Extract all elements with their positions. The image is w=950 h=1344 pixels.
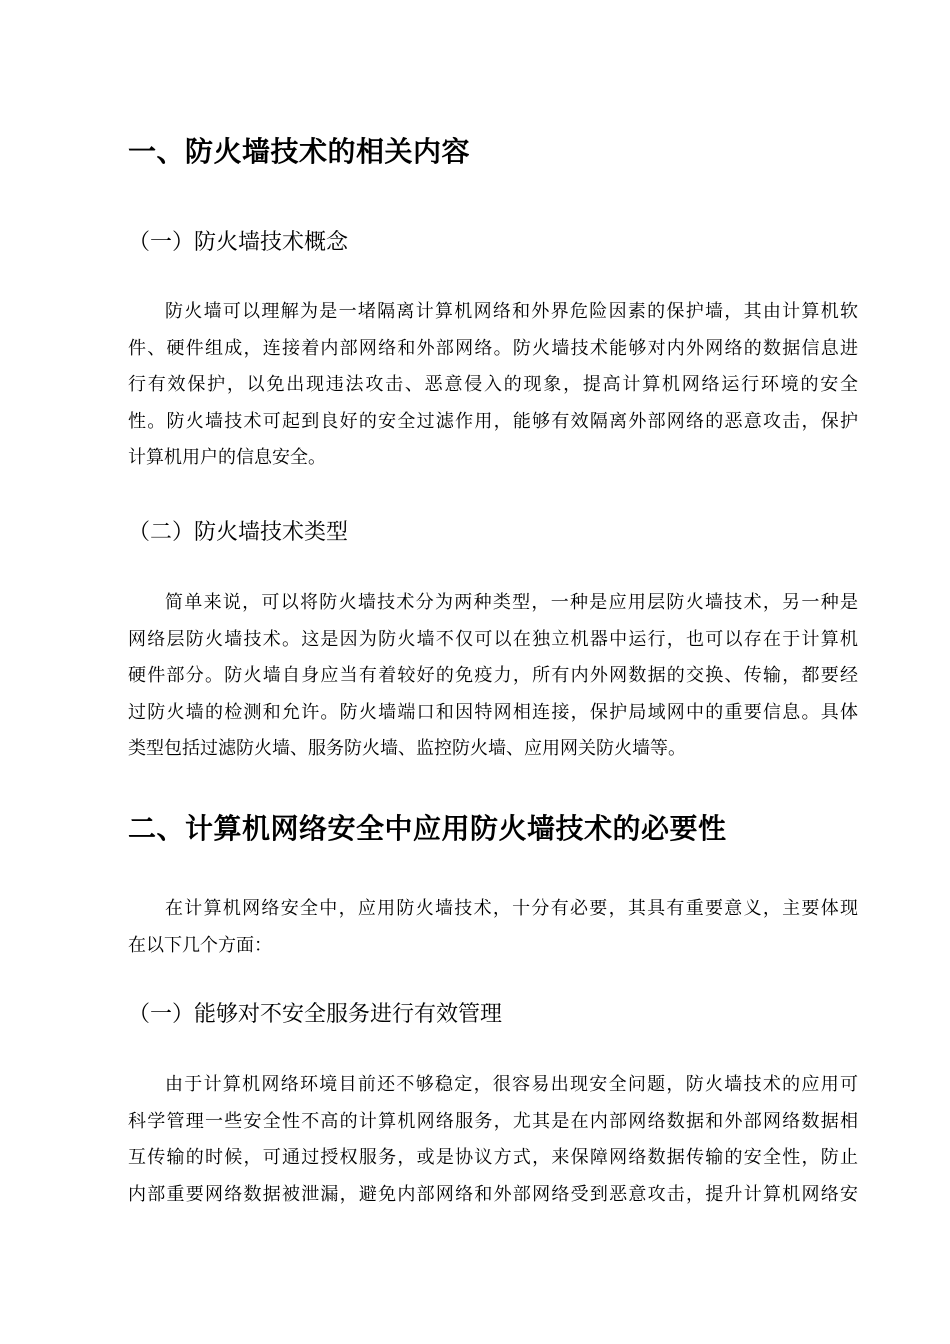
section-2-1-heading: （一）能够对不安全服务进行有效管理 bbox=[128, 1002, 503, 1027]
paragraph-line: 过防火墙的检测和允许。防火墙端口和因特网相连接，保护局域网中的重要信息。具体 bbox=[128, 701, 858, 723]
section-1-heading: 一、防火墙技术的相关内容 bbox=[128, 135, 471, 168]
paragraph-line: 硬件部分。防火墙自身应当有着较好的免疫力，所有内外网数据的交换、传输，都要经 bbox=[128, 665, 858, 686]
section-1-1-paragraph bbox=[128, 294, 858, 477]
paragraph-line: 互传输的时候，可通过授权服务，或是协议方式，来保障网络数据传输的安全性，防止 bbox=[128, 1147, 858, 1168]
paragraph-line: 由于计算机网络环境目前还不够稳定，很容易出现安全问题，防火墙技术的应用可 bbox=[165, 1074, 858, 1095]
section-2-1-paragraph bbox=[128, 1067, 858, 1213]
paragraph-line: 在以下几个方面： bbox=[128, 934, 272, 956]
paragraph-line: 内部重要网络数据被泄漏，避免内部网络和外部网络受到恶意攻击，提升计算机网络安 bbox=[128, 1183, 858, 1205]
paragraph-line: 科学管理一些安全性不高的计算机网络服务，尤其是在内部网络数据和外部网络数据相 bbox=[128, 1110, 858, 1132]
paragraph-line: 性。防火墙技术可起到良好的安全过滤作用，能够有效隔离外部网络的恶意攻击，保护 bbox=[128, 410, 858, 432]
section-1-2-paragraph bbox=[128, 585, 858, 768]
paragraph-line: 简单来说，可以将防火墙技术分为两种类型，一种是应用层防火墙技术，另一种是 bbox=[165, 592, 858, 613]
section-1-2-heading: （二）防火墙技术类型 bbox=[128, 520, 349, 545]
section-2-heading: 二、计算机网络安全中应用防火墙技术的必要性 bbox=[128, 812, 727, 845]
paragraph-line: 行有效保护，以免出现违法攻击、恶意侵入的现象，提高计算机网络运行环境的安全 bbox=[128, 374, 858, 395]
paragraph-line: 件、硬件组成，连接着内部网络和外部网络。防火墙技术能够对内外网络的数据信息进 bbox=[128, 337, 858, 359]
paragraph-line: 网络层防火墙技术。这是因为防火墙不仅可以在独立机器中运行，也可以存在于计算机 bbox=[128, 628, 858, 650]
section-1-1-heading: （一）防火墙技术概念 bbox=[128, 230, 349, 255]
paragraph-line: 计算机用户的信息安全。 bbox=[128, 447, 326, 468]
paragraph-line: 防火墙可以理解为是一堵隔离计算机网络和外界危险因素的保护墙，其由计算机软 bbox=[165, 301, 858, 322]
paragraph-line: 类型包括过滤防火墙、服务防火墙、监控防火墙、应用网关防火墙等。 bbox=[128, 738, 686, 759]
section-2-intro-paragraph bbox=[128, 891, 858, 964]
paragraph-line: 在计算机网络安全中，应用防火墙技术，十分有必要，其具有重要意义，主要体现 bbox=[165, 898, 858, 919]
